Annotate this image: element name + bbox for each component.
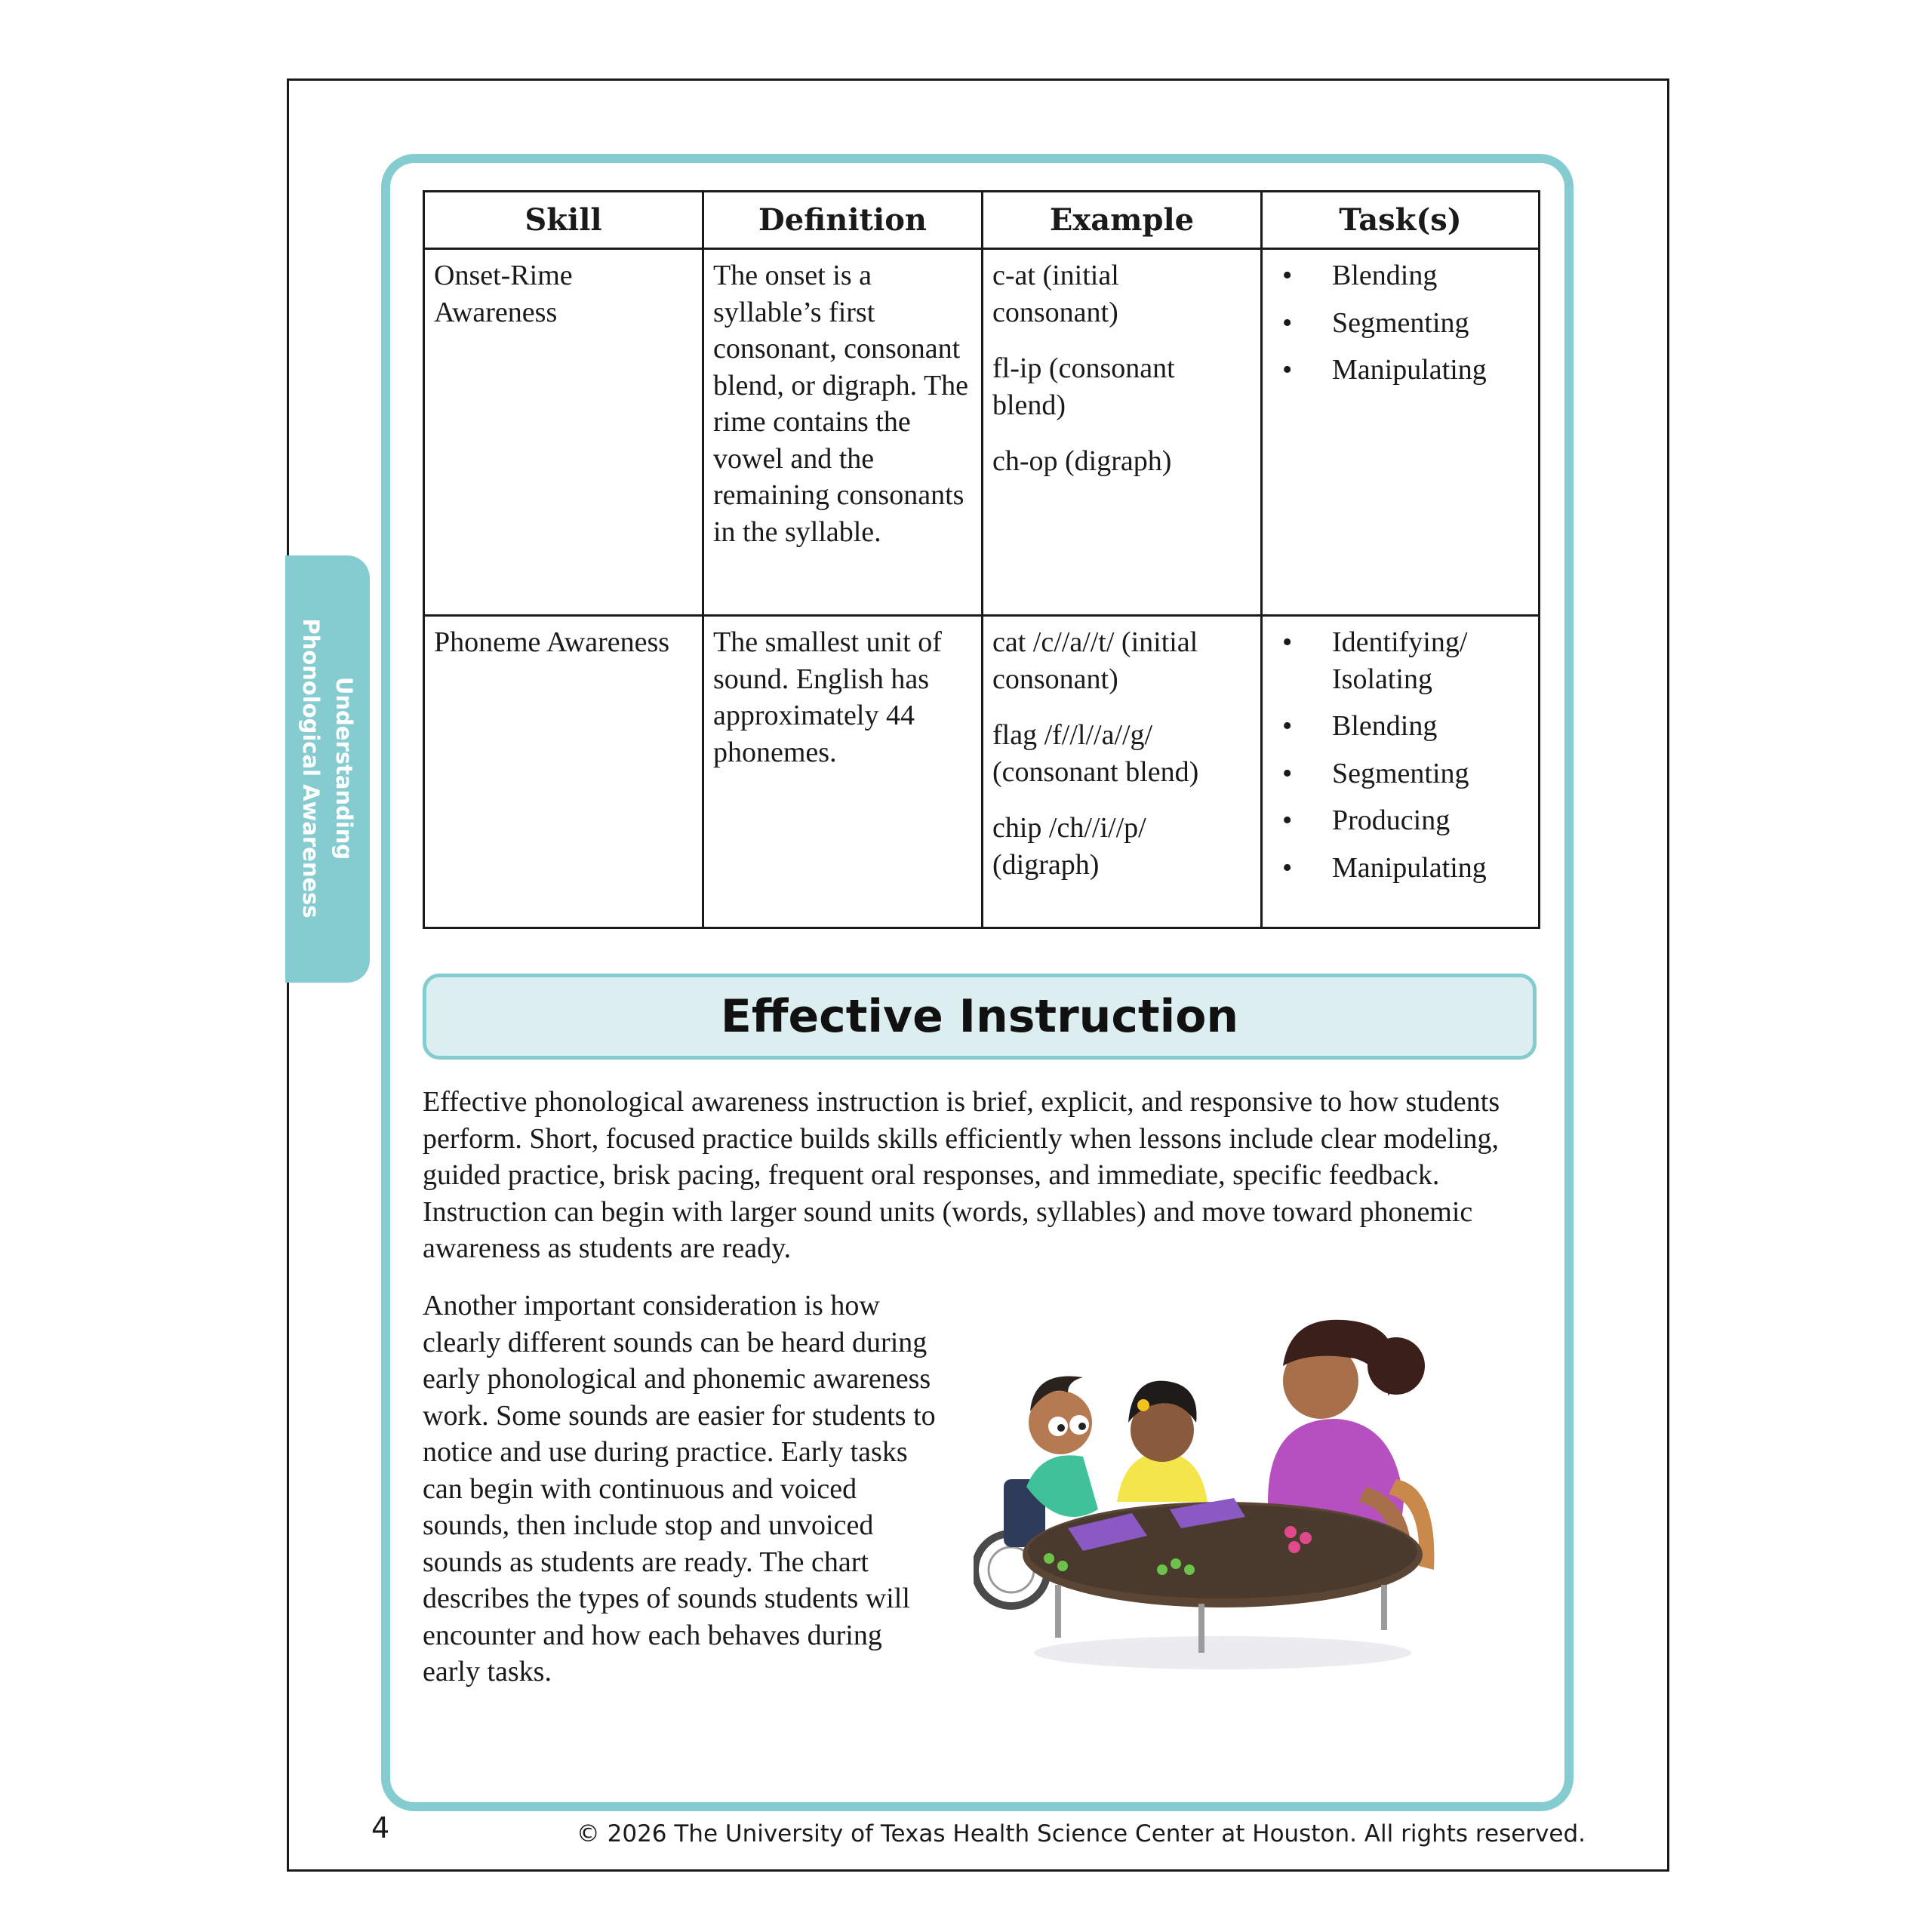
tasks-cell [1262, 616, 1540, 928]
table-row [424, 249, 1540, 616]
header-definition: Definition [703, 192, 983, 249]
task-item: • Manipulating [1272, 850, 1529, 887]
classroom-table-illustration [974, 1298, 1494, 1690]
section-side-tab [285, 555, 370, 983]
example-item: ch-op (digraph) [992, 445, 1172, 477]
table-row [424, 616, 1540, 928]
copyright-notice: © 2026 The University of Texas Health Science Center at Houston. All rights reserved. [576, 1820, 1586, 1847]
task-item: • Manipulating [1272, 352, 1529, 389]
definition-cell: The onset is a syllable’s first consonant, consonant blend, or digraph. The rime contains the vowel and the remaining consonants in the syllable. [703, 249, 983, 616]
task-item: • Segmenting [1272, 755, 1529, 792]
body-paragraph: Another important consideration is how clearly different sounds can be heard during early phonological and phonemic awareness work. Some sounds are easier for students to notice and use during practice. Early tasks can begin with continuous and voiced sounds, then include stop and unvoiced sounds as students are ready. The chart describes the types of sounds students will encounter and how each behaves during early tasks. [423, 1290, 936, 1687]
task-item: • Producing [1272, 802, 1529, 839]
example-cell [983, 249, 1262, 616]
task-item: • Identifying/ Isolating [1272, 624, 1529, 697]
example-item: flag /f//l//a//g/ (consonant blend) [992, 719, 1199, 788]
task-item: • Blending [1272, 257, 1529, 294]
skills-table [423, 190, 1540, 929]
task-item: • Segmenting [1272, 305, 1529, 342]
header-tasks: Task(s) [1262, 192, 1540, 249]
section-title: Effective Instruction [720, 990, 1239, 1043]
side-tab-line2: Phonological Awareness [298, 618, 324, 918]
example-item: c-at (initial consonant) [992, 260, 1119, 328]
example-item: cat /c//a//t/ (initial consonant) [992, 626, 1198, 695]
page-number: 4 [371, 1811, 390, 1844]
body-paragraph: Effective phonological awareness instruction is brief, explicit, and responsive to how students perform. Short, focused practice builds skills efficiently when lessons include clear modeling, guided practice, brisk pacing, frequent oral responses, and immediate, specific feedback. Instruction can begin with larger sound units (words, syllables) and move toward phonemic awareness as students are ready. [423, 1086, 1500, 1264]
skill-cell: Onset-Rime Awareness [424, 249, 703, 616]
section-banner [423, 974, 1537, 1060]
side-tab-line1: Understanding [331, 676, 357, 860]
task-item: • Blending [1272, 708, 1529, 745]
example-cell [983, 616, 1262, 928]
example-item: fl-ip (consonant blend) [992, 352, 1175, 421]
tasks-cell [1262, 249, 1540, 616]
example-item: chip /ch//i//p/ (digraph) [992, 812, 1146, 881]
header-example: Example [983, 192, 1262, 249]
skill-cell: Phoneme Awareness [424, 616, 703, 928]
header-skill: Skill [424, 192, 703, 249]
definition-cell: The smallest unit of sound. English has approximately 44 phonemes. [703, 616, 983, 928]
table-header-row [424, 192, 1540, 249]
